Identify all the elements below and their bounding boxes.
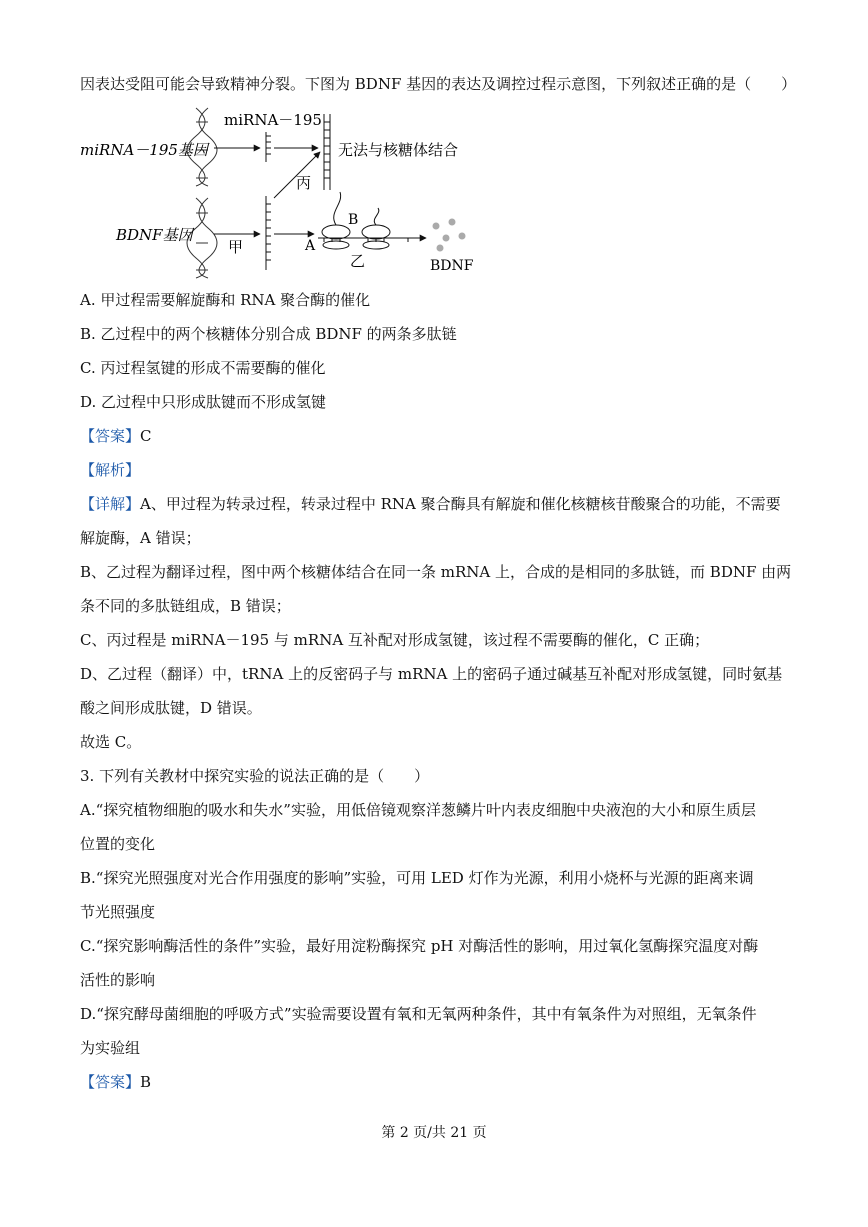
page-footer: 第 2 页/共 21 页 (381, 1125, 487, 1141)
bdnf-mrna-strand (266, 196, 271, 270)
yi-label: 乙 (350, 252, 366, 270)
q3-option-c: C.“探究影响酶活性的条件”实验，最好用淀粉酶探究 pH 对酶活性的影响，用过氧化氢酶探究温度对酶 (80, 937, 759, 955)
bdnf-expression-diagram (78, 100, 498, 282)
q3-option-b: B.“探究光照强度对光合作用强度的影响”实验，可用 LED 灯作为光源，利用小烧杯与光源的距离来调 (80, 869, 754, 887)
q2-answer-tag: 【答案】 (80, 427, 141, 445)
bdnf-gene-label: BDNF基因 (116, 226, 193, 244)
q2-conclusion: 故选 C。 (80, 733, 142, 751)
q3-option-d: D.“探究酵母菌细胞的呼吸方式”实验需要设置有氧和无氧两种条件，其中有氧条件为对照组，无氧条件 (80, 1005, 757, 1023)
q2-option-a: A. 甲过程需要解旋酶和 RNA 聚合酶的催化 (80, 291, 371, 309)
no-binding-label: 无法与核糖体结合 (338, 141, 459, 159)
q2-analysis-tag: 【解析】 (80, 461, 141, 479)
bdnf-product-label: BDNF (430, 258, 474, 274)
q2-detail-tag: 【详解】 (80, 495, 141, 513)
q3-stem: 3. 下列有关教材中探究实验的说法正确的是（ ） (80, 767, 430, 785)
q2-explanation-line: C、丙过程是 miRNA－195 与 mRNA 互补配对形成氢键，该过程不需要酶的催化，C 正确； (80, 631, 710, 649)
q3-option-b-cont: 节光照强度 (80, 903, 156, 921)
bing-label: 丙 (296, 174, 312, 192)
q2-explanation-line: D、乙过程（翻译）中，tRNA 上的反密码子与 mRNA 上的密码子通过碱基互补配对形成氢键，同时氨基 (80, 665, 783, 683)
mirna-label: miRNA－195 (224, 111, 322, 129)
q2-explanation-line: 条不同的多肽链组成，B 错误； (80, 597, 291, 615)
q3-answer-value: B (140, 1073, 152, 1091)
q2-option-d: D. 乙过程中只形成肽键而不形成氢键 (80, 393, 327, 411)
q3-option-c-cont: 活性的影响 (80, 971, 156, 989)
q2-option-c: C. 丙过程氢键的形成不需要酶的催化 (80, 359, 326, 377)
ribosome-1 (322, 192, 350, 249)
q2-explanation-text: A、甲过程为转录过程，转录过程中 RNA 聚合酶具有解旋和催化核糖核苷酸聚合的功能，不需要 (140, 495, 781, 513)
q2-answer-value: C (140, 427, 152, 445)
q3-answer (80, 1072, 151, 1092)
q2-answer (80, 426, 152, 446)
b-label: B (348, 212, 359, 228)
ribosome-2 (362, 208, 390, 249)
q3-answer-tag: 【答案】 (80, 1073, 141, 1091)
q3-option-a-cont: 位置的变化 (80, 835, 156, 853)
q2-option-b: B. 乙过程中的两个核糖体分别合成 BDNF 的两条多肽链 (80, 325, 457, 343)
bdnf-protein-dots (433, 219, 466, 252)
q3-option-d-cont: 为实验组 (80, 1039, 141, 1057)
q2-explanation-line: 酸之间形成肽键，D 错误。 (80, 699, 262, 717)
q2-explanation-line: 解旋酶，A 错误； (80, 529, 201, 547)
mirna-gene-label: miRNA－195基因 (80, 141, 208, 159)
q2-explanation-line: B、乙过程为翻译过程，图中两个核糖体结合在同一条 mRNA 上，合成的是相同的多肽链，而 BDNF 由两 (80, 563, 792, 581)
question-intro: 因表达受阻可能会导致精神分裂。下图为 BDNF 基因的表达及调控过程示意图，下列叙述正确的是（ ） (80, 75, 797, 93)
a-label: A (305, 238, 316, 254)
mirna-strand (266, 132, 271, 162)
jia-label: 甲 (228, 238, 244, 256)
q3-option-a: A.“探究植物细胞的吸水和失水”实验，用低倍镜观察洋葱鳞片叶内表皮细胞中央液泡的大小和原生质层 (80, 801, 756, 819)
mirna-mrna-duplex (324, 114, 330, 190)
q2-explanation-line (80, 494, 781, 514)
